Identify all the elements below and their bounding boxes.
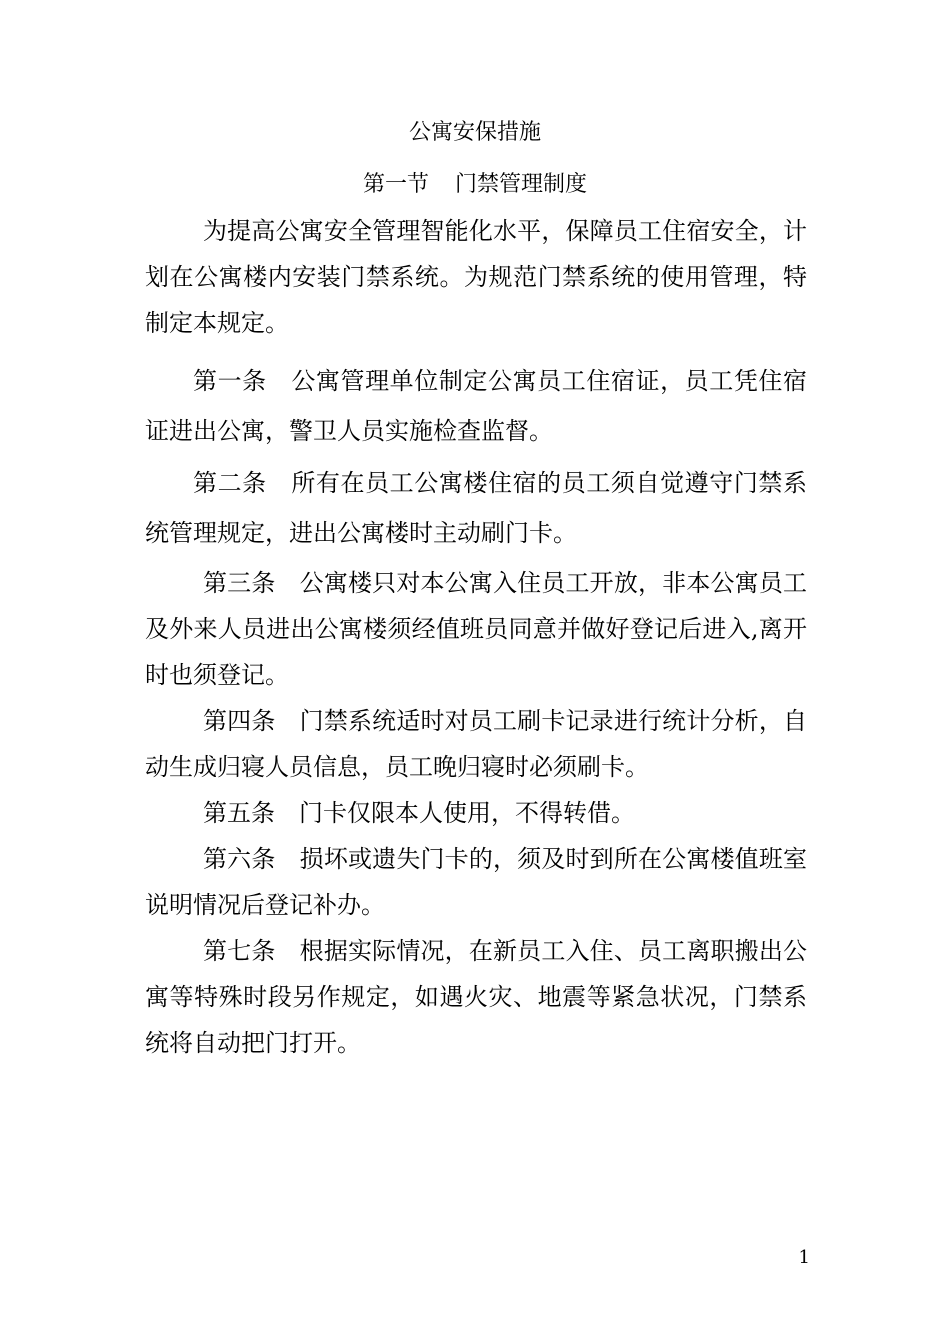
page-number: 1	[798, 1247, 810, 1268]
document-title: 公寓安保措施	[408, 120, 541, 145]
article-3	[145, 560, 807, 698]
article-5-text: 门卡仅限本人使用，不得转借。	[299, 799, 635, 827]
article-3-text: 公寓楼只对本公寓入住员工开放，非本公寓员工及外来人员进出公寓楼须经值班员同意并做好登记后进入,离开时也须登记。	[145, 569, 807, 689]
article-5	[145, 790, 807, 836]
article-1-text: 公寓管理单位制定公寓员工住宿证，员工凭住宿证进出公寓，警卫人员实施检查监督。	[145, 367, 807, 445]
article-2	[145, 458, 807, 558]
article-2-label: 第二条	[193, 469, 267, 497]
section-title	[0, 170, 950, 200]
article-3-label: 第三条	[203, 569, 276, 597]
article-7-label: 第七条	[203, 937, 276, 965]
article-1-label: 第一条	[193, 367, 267, 395]
article-4	[145, 698, 807, 790]
section-name: 门禁管理制度	[455, 172, 588, 197]
article-6-label: 第六条	[203, 845, 276, 873]
article-6-text: 损坏或遗失门卡的，须及时到所在公寓楼值班室说明情况后登记补办。	[145, 845, 807, 919]
article-4-text: 门禁系统适时对员工刷卡记录进行统计分析，自动生成归寝人员信息，员工晚归寝时必须刷卡。	[145, 707, 807, 781]
article-7-text: 根据实际情况，在新员工入住、员工离职搬出公寓等特殊时段另作规定，如遇火灾、地震等紧急状况，门禁系统将自动把门打开。	[145, 937, 807, 1057]
article-2-text: 所有在员工公寓楼住宿的员工须自觉遵守门禁系统管理规定，进出公寓楼时主动刷门卡。	[145, 469, 807, 547]
article-7	[145, 928, 807, 1066]
article-5-label: 第五条	[203, 799, 275, 827]
section-number: 第一节	[362, 172, 429, 197]
article-4-label: 第四条	[203, 707, 276, 735]
intro-paragraph: 为提高公寓安全管理智能化水平，保障员工住宿安全，计划在公寓楼内安装门禁系统。为规范门禁系统的使用管理，特制定本规定。	[145, 217, 807, 337]
article-1	[145, 356, 807, 456]
document-body	[145, 208, 807, 1066]
article-6	[145, 836, 807, 928]
